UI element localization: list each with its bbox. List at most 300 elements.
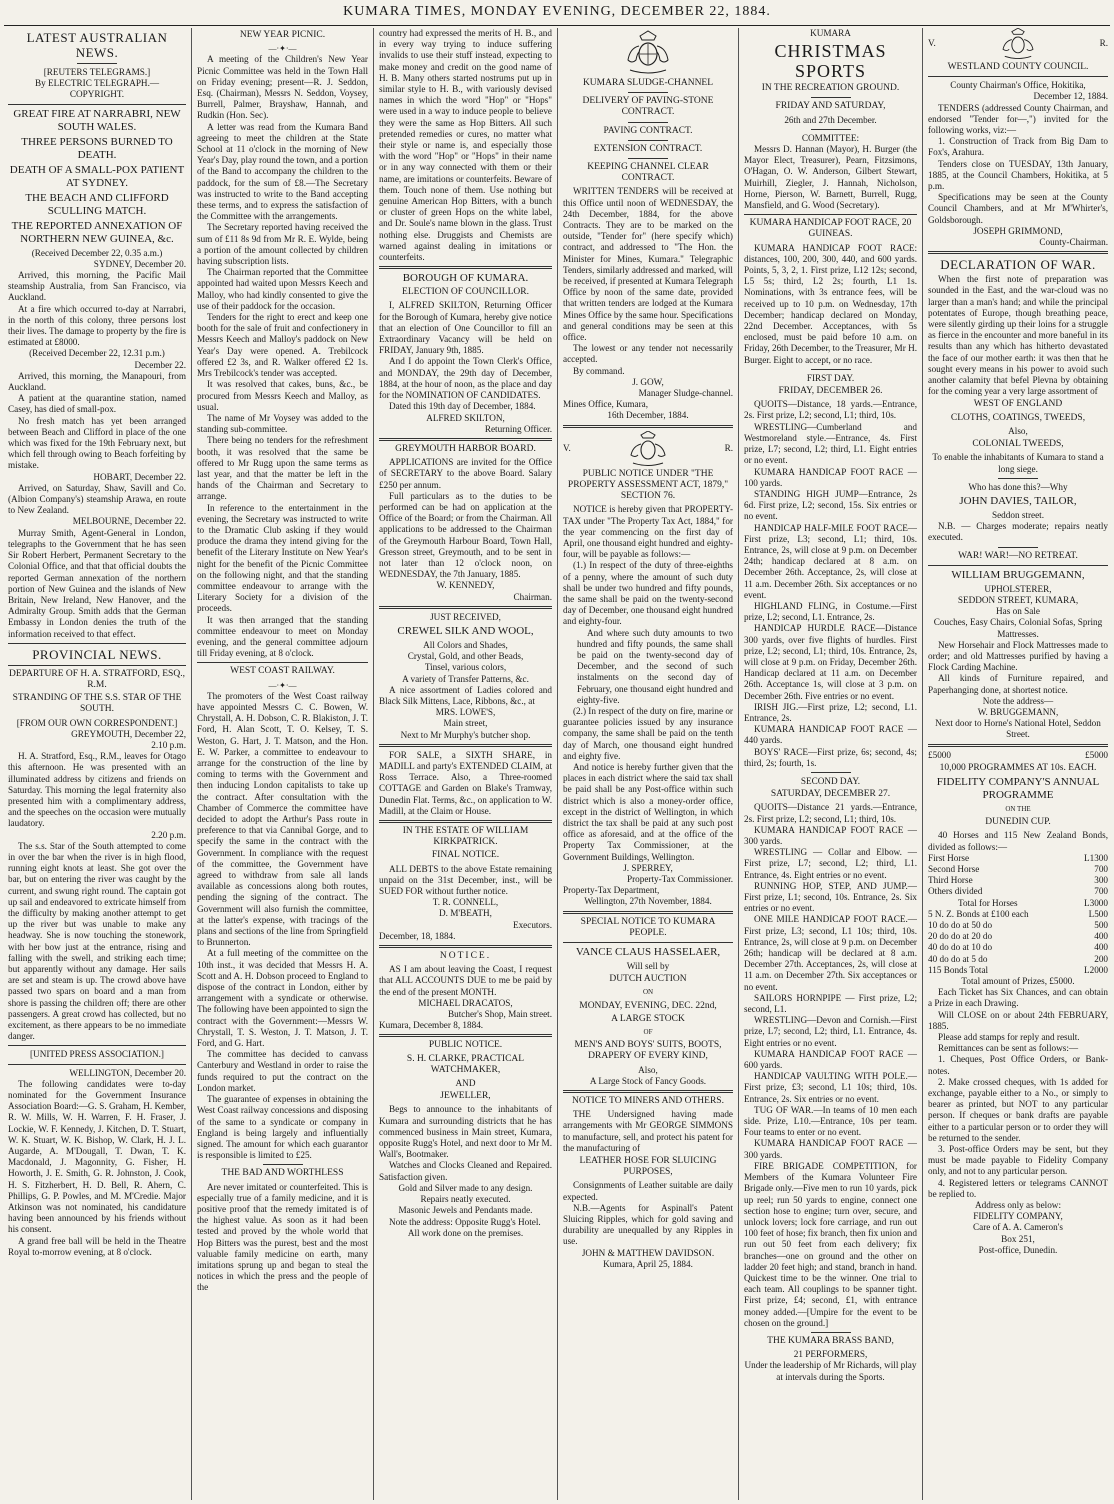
rule: [811, 772, 851, 773]
ad-line: All work done on the premises.: [407, 1227, 524, 1238]
paragraph: At a fire which occurred to-day at Narrabri, in the north of this colony, three persons lost their lives. The damage to property by the fire is estimated at £8000.: [8, 303, 186, 348]
ad-heading: SPECIAL NOTICE TO KUMARA PEOPLE.: [580, 916, 716, 938]
dateline: 2.10 p.m.: [151, 739, 186, 750]
rule: [77, 63, 117, 64]
paragraph: Begs to announce to the inhabitants of Kumara and surrounding districts that he has commenced business in Main street, Kumara, opposite Rugg's Hotel, and next door to Mr M. Wall's, Bootmaker.: [379, 1104, 552, 1160]
paragraph: Remittances can be sent as follows:—: [938, 1043, 1079, 1054]
received-note: (Received December 22, 12.31 p.m.): [29, 348, 165, 359]
paragraph: (1.) In respect of the duty of three-eighths of a penny, where the amount of such duty shall be under two hundred and fifty pounds, the same shall be paid on the twenty-second day of December, one thousand eight hundred and eighty-four.: [563, 560, 733, 627]
paragraph: 3. Post-office Orders may be sent, but they must be made payable to Fidelity Company only, and not to any particular person.: [928, 1144, 1108, 1177]
rule: [8, 1064, 186, 1065]
paragraph: H. A. Stratford, Esq., R.M., leaves for Otago this afternoon. He was presented with an illuminated address by citizens and friends on Saturday. This morning the legal fraternity also presented him with a complimentary address, and the speeches on the occasion were mutually laudatory.: [8, 751, 186, 829]
ornament: —·✦·—: [268, 680, 297, 690]
paragraph: ALL DEBTS to the above Estate remaining unpaid on the 31st December, inst., will be SUED FOR without further notice.: [379, 863, 552, 897]
event-item: STANDING HIGH JUMP—Entrance, 2s 6d. First prize, L2; second, 15s. Six entries or no event.: [744, 488, 917, 522]
paragraph: The following candidates were to-day nominated for the Government Insurance Association Board:—G. S. Graham, H. Kember, R. W. Mills, W. H. Warren, F. H. Fraser, J. Lockie, W. F. Kennedy, J. Kitchen, D. T. Stuart, W. K. Stuart, W. K. Bishop, W. Clark, H. J. L. Augarde, A. M'Dougall, T. Dwan, T. K. Macdonald, J. Magonnity, G. Fisher, H. Howorth, J. E. Smith, G. R. Johnston, J. Cook, H. S. Fitzherbert, H. D. Bell, R. Ahern, C. Phillips, G. P. Powles, and M. M'Credie. Major Atkinson was not nominated, his candidature having been announced by his friends without his consent.: [8, 1078, 186, 1235]
ad-heading: JEWELLER,: [440, 1091, 491, 1102]
paragraph: All kinds of Furniture repaired, and Paperhanging done, at shortest notice.: [928, 673, 1108, 695]
list-item: [928, 886, 1108, 897]
dateline: MELBOURNE, December 22.: [72, 516, 186, 527]
rule: [563, 1090, 733, 1093]
ad-line: UPHOLSTERER,: [984, 583, 1052, 594]
event-item: HANDICAP VAULTING WITH POLE.—First prize, £3; second, L1 10s; third, 10s. Entrance, 2s. Six entries or no event.: [744, 1071, 917, 1104]
ad-line: Repairs neatly executed.: [420, 1194, 511, 1205]
rule: [563, 425, 733, 428]
rule: [379, 1034, 552, 1037]
prize-value: 700: [1094, 886, 1108, 897]
rule: [263, 1164, 303, 1165]
dateline: HOBART, December 22.: [93, 471, 186, 482]
ad-line: Next door to Horne's National Hotel, Seddon Street.: [935, 718, 1101, 740]
paragraph: Please add stamps for reply and result.: [938, 1032, 1080, 1043]
rule: [928, 565, 1108, 566]
paragraph: In reference to the entertainment in the evening, the Secretary was instructed to write to the Dramatic Club asking if they would produce the drama they intend giving for the benefit of the Literary Institute on New Year's night for the benefit of the Picnic Committee on the following night, and that the standing committee endeavour to arrange with the Literary Society for a division of the proceeds.: [197, 502, 368, 614]
ad-subheading: IN THE RECREATION GROUND.: [761, 83, 900, 94]
paragraph: There being no tenders for the refreshment booth, it was resolved that the same be offered to Mr Rugg upon the same terms as last year, and that the matter be left in the hands of the Chairman and Secretary to arrange.: [197, 435, 368, 502]
received-note: (Received December 22, 0.35 a.m.): [31, 247, 163, 258]
total-label: 115 Bonds Total: [928, 964, 989, 975]
paragraph: Full particulars as to the duties to be performed can be had on application at the Office of the Board; or from the Chairman. All applications to be addressed to the Chairman of the Greymouth Harbour Board, Town Hall, Gresson street, Greymouth, and to be sent in not later than 12 o'clock noon, on WEDNESDAY, the 7th January, 1885.: [379, 490, 552, 580]
paragraph: 40 Horses and 115 New Zealand Bonds, divided as follows:—: [928, 830, 1108, 852]
ad-heading: IN THE ESTATE OF WILLIAM KIRKPATRICK.: [402, 826, 529, 848]
paragraph: Consignments of Leather suitable are daily expected.: [563, 1180, 733, 1202]
paragraph: Murray Smith, Agent-General in London, telegraphs to the Government that he has seen Sir Robert Herbert, Permanent Secretary to the Colonial Office, and that that official doubts the reported German annexation of the northern portion of New Guinea and the islands of New Britain, New Ireland, New Hanover, and the Admiralty Group. Smith adds that the German Embassy in London denies the truth of the information received to that effect.: [8, 527, 186, 639]
christmas-sports-title: CHRISTMAS SPORTS: [774, 41, 887, 82]
ad-line: OF: [643, 1028, 653, 1037]
ad-subheading: ELECTION OF COUNCILLOR.: [402, 287, 529, 298]
list-item: [928, 853, 1108, 864]
ad-line: A variety of Transfer Patterns, &c.: [402, 673, 529, 684]
ad-line: Kumara, December 8, 1884.: [379, 1020, 484, 1031]
dateline: SYDNEY, December 20.: [93, 258, 186, 269]
rule: [628, 122, 668, 123]
signature: MICHAEL DRACATOS,: [418, 997, 513, 1008]
paragraph: country had expressed the merits of H. B., and in every way trying to induce suffering invalids to use their stuff instead, expecting to make money and credit on the good name of H. B. Many others started nostrums put up in similar style to H. B., with variously devised names in which the word "Hop" or "Hops" were used in a way to induce people to believe they were the same as Hop Bitters. All such pretended remedies or cures, no matter what their style or name is, and especially those with the word "Hop" or "Hops" in their name or in any way connected with them or their name, are imitations or counterfeits. Beware of them. Touch none of them. Use nothing but genuine American Hop Bitters, with a bunch or cluster of green Hops on the white label, and Dr. Soule's name blown in the glass. Trust nothing else. Druggists and Chemists are warned against dealing in imitations or counterfeits.: [379, 28, 552, 263]
ad-line: Has on Sale: [996, 606, 1040, 617]
ad-line: Wellington, 27th November, 1884.: [584, 896, 712, 907]
signature: ALFRED SKILTON,: [426, 412, 505, 423]
event-item: HANDICAP HURDLE RACE—Distance 300 yards, over five flights of hurdles. First prize, L2; second, L1; third, 10s. Entrance, 2s, will close at 9 p.m. on Friday, December 26th. Handicap declared at 11 a.m. on December 26th. Acceptance 1s, will close at 3 p.m. on December 26th. Five entries or no event.: [744, 623, 917, 701]
paragraph: 1. Cheques, Post Office Orders, or Bank-notes.: [928, 1054, 1108, 1076]
crest-row: [928, 28, 1108, 60]
dateline: December 22.: [134, 359, 186, 370]
royal-crest-icon: [996, 28, 1040, 60]
ad-heading: DUTCH AUCTION: [609, 974, 687, 985]
paragraph: N.B. — Charges moderate; repairs neatly executed.: [928, 521, 1108, 543]
day-heading: FIRST DAY.: [806, 372, 855, 383]
signature: J. GOW,: [632, 376, 664, 387]
ad-line: Also,: [638, 1064, 658, 1075]
rule: [998, 478, 1038, 479]
paragraph: The promoters of the West Coast railway have appointed Messrs C. C. Bowen, W. Chrystall, A. H. Dobson, C. R. Blakiston, J. T. Ford, H. Alan Scott, T. O. Kelsey, T. S. Weston, G. Hart, J. T. Matson, and the Hon. E. W. Parker, a committee to endeavour to arrange for the construction of the line by coming to terms with the Government and then inducing London capitalists to take up the contract. After consultation with the Chamber of Commerce the committee have decided to adopt the Arthur's Pass route in preference to that via Cannibal Gorge, and to specify the same in the contract with the Government. In compliance with the request of the committee, the Government have agreed to withdraw from sale all lands available as concessions along both routes, pending the signing of the contract. The Government will also furnish the committee, at the latter's expense, with tracings of the plans and sections of the line from Springfield to Brunnerton.: [197, 690, 368, 948]
ad-line: A Large Stock of Fancy Goods.: [589, 1075, 707, 1086]
paragraph: The lowest or any tender not necessarily accepted.: [563, 343, 733, 365]
event-item: WRESTLING — Collar and Elbow. — First prize, L7; second, L2; third, L1. Entrance, 4s. Eight entries or no event.: [744, 847, 917, 880]
list-item: [928, 909, 1108, 920]
event-item: KUMARA HANDICAP FOOT RACE — 100 yards.: [744, 466, 917, 488]
paragraph: WRITTEN TENDERS will be received at this Office until noon of WEDNESDAY, the 24th December, 1884, for the above Contracts. They are to be marked on the outside, "Tender for" (here specify which) contract, and addressed to "The Hon. the Minister for Mines, Kumara." Telegraphic Tenders, similarly addressed and marked, will be received, if presented at Kumara Telegraph Office by noon of the same date, provided that written tenders are lodged at the Kumara Mines Office by the same hour. Specifications and general conditions may be seen at this office.: [563, 186, 733, 343]
paragraph: A nice assortment of Ladies colored and Black Silk Mittens, Lace, Ribbons, &c., at: [379, 684, 552, 706]
ad-line: Under the leadership of Mr Richards, will play at intervals during the Sports.: [744, 1360, 917, 1382]
bond-label: 40 do do at 5 do: [928, 953, 988, 964]
paragraph: A letter was read from the Kumara Band agreeing to meet the children at the State School at 11 o'clock in the morning of New Year's Day, play round the town, and a portion of the Band to accompany the children to the paddock, for the sum of £8.—The Secretary was instructed to write to the Band accepting these terms, and to express the satisfaction of the Committee with the arrangements.: [197, 121, 368, 222]
event-item: WRESTLING—Cumberland and Westmoreland style.—Entrance, 4s. First prize, L7; second, L2; third, L1. Eight entries or no event.: [744, 421, 917, 466]
rule: [928, 76, 1108, 77]
bond-prize-list: [928, 909, 1108, 965]
masthead: KUMARA TIMES, MONDAY EVENING, DECEMBER 22, 1884.: [343, 4, 771, 19]
horse-prize-list: [928, 853, 1108, 898]
event-item: BOYS' RACE—First prize, 6s; second, 4s; third, 2s; fourth, 1s.: [744, 746, 917, 768]
correspondent-label: [FROM OUR OWN CORRESPONDENT.]: [16, 717, 178, 728]
total-label: Total for Horses: [958, 897, 1018, 908]
ad-subheading: FINAL NOTICE.: [431, 850, 500, 861]
ad-heading: WAR! WAR!—NO RETREAT.: [958, 550, 1078, 561]
bond-value: 500: [1094, 920, 1108, 930]
column-rule: [922, 28, 923, 1500]
bond-value: L500: [1088, 908, 1108, 919]
prize-banner: [928, 750, 1108, 761]
paragraph: AS I am about leaving the Coast, I request that ALL ACCOUNTS DUE to me be paid by the end of the present MONTH.: [379, 964, 552, 997]
paragraph: The Secretary reported having received the sum of £11 8s 9d from Mr R. E. Wylde, being a portion of the amount collected by children having subscription lists.: [197, 222, 368, 267]
paragraph: FOR SALE, a SIXTH SHARE, in MADILL and party's EXTENDED CLAIM, at Ross Terrace. Also, a Three-roomed COTTAGE and Garden on Blake's Tramway, Dunedin Flat. Terms, &c., on application to W. Madill, at the Claim or House.: [379, 749, 552, 816]
total-row: [928, 965, 1108, 976]
rule: [379, 744, 552, 747]
ad-heading: MEN'S AND BOYS' SUITS, BOOTS, DRAPERY OF EVERY KIND,: [574, 1040, 722, 1062]
ad-line: Gold and Silver made to any design.: [398, 1182, 533, 1193]
rule: [628, 158, 668, 159]
ad-heading: FIDELITY COMPANY'S ANNUAL PROGRAMME: [936, 775, 1100, 801]
signature: J. SPERREY,: [623, 862, 673, 873]
paragraph: Watches and Clocks Cleaned and Repaired. Satisfaction given.: [379, 1160, 552, 1182]
headline: WEST COAST RAILWAY.: [230, 666, 335, 677]
ad-line: Mines Office, Kumara,: [563, 399, 649, 410]
rule: [744, 214, 917, 215]
paragraph: N.B.—Agents for Aspinall's Patent Sluicing Ripples, which for gold saving and durability are unequalled by any Ripples in use.: [563, 1202, 733, 1247]
ad-heading: WEST OF ENGLAND: [973, 399, 1063, 410]
signature: JOHN & MATTHEW DAVIDSON.: [581, 1247, 715, 1258]
bond-label: 5 N. Z. Bonds at £100 each: [928, 908, 1029, 919]
event-item: FIRE BRIGADE COMPETITION, for Members of the Kumara Volunteer Fire Brigade only.—Five men to run 10 yards, pick up reel; run 50 yards to engine, connect one section hose to engine; turn over, secure, and unlock lovers; lock fore carriage, and run out 100 feet of hose; fix branch, then fix union and run out 50 feet from each delivery; fix branches—one on ground and the other on ladder 20 feet high; and stand, branch in hand. Quickest time to be the winner. One trial to each team. All couplings to be spanner tight. First prize, £4; second, £1, with entrance money added.—[Umpire for the event to be chosen on the ground.]: [744, 1160, 917, 1328]
ad-line: Crystal, Gold, and other Beads,: [407, 651, 524, 662]
event-item: WRESTLING—Devon and Cornish.—First prize, L7; second, L2; third, L1. Entrance, 4s. Eight entries or no event.: [744, 1015, 917, 1048]
ad-heading: PUBLIC NOTICE.: [428, 1040, 503, 1051]
event-item: TUG OF WAR.—In teams of 10 men each side. Prize, L10.—Entrance, 10s per team. Four teams to enter or no event.: [744, 1104, 917, 1138]
bond-value: 400: [1094, 931, 1108, 942]
signature-title: Executors.: [512, 919, 552, 930]
ad-line: December 12, 1884.: [1033, 91, 1108, 102]
ad-heading: CREWEL SILK AND WOOL,: [397, 624, 534, 637]
prize-label: Second Horse: [928, 863, 980, 874]
list-item: [928, 931, 1108, 942]
correspondent-label: [UNITED PRESS ASSOCIATION.]: [30, 1049, 164, 1060]
rule: [8, 104, 186, 105]
paragraph: Will CLOSE on or about 24th FEBRUARY, 1885.: [928, 1009, 1108, 1031]
day-heading: SATURDAY, DECEMBER 27.: [770, 789, 891, 800]
paragraph: Arrived, on Saturday, Shaw, Savill and Co. (Albion Company's) steamship Arawa, en route to New Zealand.: [8, 482, 186, 516]
ad-line: Seddon street.: [991, 509, 1045, 520]
paragraph: NOTICE is hereby given that PROPERTY-TAX under "The Property Tax Act, 1884," for the year commencing on the first day of April, one thousand eight hundred and eighty-four, will be payable as follows:—: [563, 504, 733, 560]
ad-line: Total amount of Prizes, £5000.: [961, 976, 1075, 987]
ad-line: 16th December, 1884.: [607, 410, 689, 421]
rule: [563, 942, 733, 943]
bond-label: 10 do do at 50 do: [928, 920, 993, 930]
paragraph: Specifications may be seen at the County Council Chambers, and at Mr M'Whirter's, Goldsborough.: [928, 192, 1108, 225]
list-item: [928, 864, 1108, 875]
prize-label: Third Horse: [928, 875, 973, 886]
headline: GREAT FIRE AT NARRABRI, NEW SOUTH WALES.: [13, 107, 181, 133]
ad-heading: NOTICE.: [439, 951, 492, 962]
ad-line: Note the address—: [982, 695, 1054, 706]
prize-label: First Horse: [928, 852, 970, 863]
prize-value: 700: [1094, 863, 1108, 874]
ad-name: MRS. LOWE'S,: [435, 707, 496, 718]
paragraph: The guarantee of expenses in obtaining the West Coast railway concessions and disposing of the same to a syndicate or company in England is being largely and influentially signed. The amount for which each guarantor is responsible is limited to £25.: [197, 1094, 368, 1161]
paragraph: THE Undersigned having made arrangements with Mr GEORGE SIMMONS to manufacture, sell, and protect his patent for the manufacturing of: [563, 1109, 733, 1153]
rule: [379, 820, 552, 823]
section-heading: PROVINCIAL NEWS.: [32, 646, 162, 662]
paragraph: Each Ticket has Six Chances, and can obtain a Prize in each Drawing.: [928, 987, 1108, 1009]
ad-line: Butcher's Shop, Main street.: [448, 1009, 552, 1020]
dateline: GREYMOUTH, December 22,: [71, 728, 186, 739]
ad-line: ON: [642, 988, 654, 997]
signature: W. KENNEDY,: [436, 580, 495, 591]
rule: [628, 92, 668, 93]
column-rule: [191, 28, 192, 1500]
paragraph: Messrs D. Hannan (Mayor), H. Burger (the Mayor Elect, Treasurer), Pearn, Fitzsimons, O'Hagan, O. W. Anderson, Gilbert Stewart, Muirhill, Ziegler, J. Hannah, Nicholson, Horne, Pierson, W. Barnett, Burrell, Rugg, Mansfield, and G. Wood (Secretary).: [744, 144, 917, 211]
prize-value: L1300: [1084, 852, 1108, 863]
ad-line: Address only as below:: [975, 1200, 1061, 1211]
paragraph: New Horsehair and Flock Mattresses made to order; and old Mattresses purified by having a Flock Carding Machine.: [928, 639, 1108, 673]
paragraph: And where such duty amounts to two hundred and fifty pounds, the same shall be paid on the twenty-second day of December, and the second of such instalments on the second day of February, one thousand eight hundred and eighty-five.: [577, 627, 733, 705]
signature-title: Manager Sludge-channel.: [638, 388, 733, 399]
ad-heading: THE KUMARA BRASS BAND,: [767, 1335, 894, 1346]
paragraph: Tenders for the right to erect and keep one booth for the sale of fruit and confectionery in Messrs Keech and Malloy's paddock on New Year's Day were opened. A. Trebilcock offered £2 3s, and R. Walker offered £2 1s. Mrs Trebilcock's tender was accepted.: [197, 312, 368, 379]
ad-line: ON THE: [1005, 804, 1031, 813]
ad-line: COMMITTEE:: [801, 132, 860, 143]
ad-line: Property-Tax Department,: [563, 885, 660, 896]
reuters-label: [REUTERS TELEGRAMS.]: [43, 67, 151, 77]
bond-label: 40 do do at 10 do: [928, 942, 993, 953]
royal-crest-icon: [618, 30, 678, 76]
headline: THE BEACH AND CLIFFORD SCULLING MATCH.: [25, 191, 169, 217]
list-item: [928, 920, 1108, 931]
ad-heading: BOROUGH OF KUMARA.: [402, 272, 529, 285]
ad-line: To enable the inhabitants of Kumara to stand a long siege.: [932, 452, 1104, 474]
paragraph: 1. Construction of Track from Big Dam to Fox's, Arahura.: [928, 136, 1108, 158]
ad-subheading: FRIDAY AND SATURDAY,: [775, 101, 886, 112]
paragraph: The s.s. Star of the South attempted to come in over the bar when the river is in high flood, running eight knots at least. She got over the bar, but on entering the river was caught by the current, and swung right round. The captain got up sail and endeavored to extricate himself from the difficulty by making another attempt to get up the river but was unable to make any headway. She is now touching the stonework, with her bow just at the entrance, rising and falling with the swell, and striking each time; but apparently without any damage. Her sails are set and steam is up. The crowd above have passed two spars on board and a man from shore is passing the children off; there are other passengers. A great crowd has collected, but no excitement, as there appears to be no immediate danger.: [8, 840, 186, 1042]
signature: D. M'BEATH,: [439, 908, 492, 919]
list-item: [928, 954, 1108, 965]
ad-line: 26th and 27th December.: [784, 114, 877, 125]
paragraph: KUMARA HANDICAP FOOT RACE: distances, 100, 200, 300, 440, and 600 yards. Points, 5, 3, 2, 1. First prize, L12 12s; second, L5 5s; third, L2 2s; fourth, L1 1s. Nominations, with 3s entrance fees, will be received up to 10 p.m. on Wednesday, 17th December; handicap declared on Monday, 22nd December. Acceptances, with 5s enclosed, must be paid before 10 a.m. on Friday, 26th December, to the Treasurer, Mr H. Burger. Eight to accept, or no race.: [744, 242, 917, 365]
r-letter: R.: [1099, 38, 1108, 49]
ad-subheading: PAVING CONTRACT.: [603, 125, 693, 136]
rule: [998, 547, 1038, 548]
prize-amount: £5000: [928, 749, 951, 760]
total-value: L3000: [1084, 897, 1108, 908]
ad-line: Tinsel, various colors,: [424, 662, 507, 673]
ad-line: KUMARA: [810, 28, 851, 38]
headline: DEATH OF A SMALL-POX PATIENT AT SYDNEY.: [9, 163, 185, 189]
event-item: QUOITS—Distance 21 yards.—Entrance, 2s. First prize, L2; second, L1; third, 10s.: [744, 802, 917, 824]
paragraph: (2.) In respect of the duty on fire, marine or guarantee policies issued by any insurance company, the same shall be paid on the tenth day of March, one thousand eight hundred and eighty five.: [563, 705, 733, 761]
ad-heading: DUNEDIN CUP.: [985, 817, 1051, 828]
signature: JOSEPH GRIMMOND,: [973, 225, 1063, 236]
paragraph: By command.: [573, 365, 625, 376]
paragraph: No fresh match has yet been arranged between Beach and Clifford in place of the one which was fixed for the 19th February next, but which fell through owing to Beach forfeiting by mistake.: [8, 415, 186, 471]
ad-line: AND: [455, 1078, 476, 1089]
headline: NEW YEAR PICNIC.: [239, 30, 326, 40]
paragraph: TENDERS (addressed County Chairman, and endorsed "Tender for—,") invited for the following works, viz:—: [928, 102, 1108, 136]
column-4: [563, 28, 733, 1500]
paragraph: APPLICATIONS are invited for the Office of SECRETARY to the above Board. Salary £250 per annum.: [379, 457, 552, 490]
column-5: [744, 28, 917, 1500]
ad-subheading: EXTENSION CONTRACT.: [593, 143, 703, 154]
total-row: [928, 898, 1108, 909]
rule: [811, 129, 851, 130]
rule: [379, 945, 552, 948]
rule: [8, 665, 186, 666]
r-letter: R.: [724, 443, 733, 454]
total-value: L2000: [1084, 964, 1108, 975]
signature-title: Returning Officer.: [484, 423, 552, 434]
ad-line: Masonic Jewels and Pendants made.: [398, 1205, 533, 1216]
ad-heading: A LARGE STOCK: [611, 1013, 685, 1024]
ad-line: County Chairman's Office, Hokitika,: [950, 80, 1086, 91]
rule: [811, 97, 851, 98]
column-rule: [373, 28, 374, 1500]
event-item: KUMARA HANDICAP FOOT RACE — 300 yards.: [744, 1138, 917, 1160]
signature-title: Property-Tax Commissioner.: [626, 874, 733, 884]
rule: [379, 438, 552, 441]
day-heading: SECOND DAY.: [800, 775, 861, 786]
ad-line: Care of A. A. Cameron's: [973, 1222, 1063, 1233]
ad-line: Post-office, Dunedin.: [978, 1244, 1058, 1255]
paragraph: And I do appoint the Town Clerk's Office, and MONDAY, the 29th day of December, 1884, at the hour of noon, as the place and day for the NOMINATION OF CANDIDATES.: [379, 356, 552, 401]
ad-heading: NOTICE TO MINERS AND OTHERS.: [572, 1096, 724, 1107]
event-item: HIGHLAND FLING, in Costume.—First prize, L2; second, L1. Entrance, 2s.: [744, 600, 917, 623]
paragraph: 4. Registered letters or telegrams CANNOT be replied to.: [928, 1177, 1108, 1199]
headline: THE BAD AND WORTHLESS: [221, 1168, 344, 1179]
crest-row: [563, 431, 733, 467]
prize-label: Others divided: [928, 886, 983, 897]
ad-heading: CLOTHS, COATINGS, TWEEDS,: [950, 412, 1086, 423]
paragraph: A grand free ball will be held in the Theatre Royal to-morrow evening, at 8 o'clock.: [8, 1235, 186, 1257]
rule: [811, 1332, 851, 1333]
event-item: KUMARA HANDICAP FOOT RACE — 300 yards.: [744, 824, 917, 846]
list-item: [928, 875, 1108, 886]
ad-name: W. BRUGGEMANN,: [977, 706, 1059, 717]
ad-heading: DECLARATION OF WAR.: [940, 257, 1096, 273]
event-item: ONE MILE HANDICAP FOOT RACE.—First prize, L3; second, L1 10s; third, 10s. Entrance, 2s, will close at 9 p.m. on December 26th; handicap will be declared at 8 a.m. December 27th. Acceptances, 2s, will close at 11 a.m. on December 27th. Six acceptances or no event.: [744, 914, 917, 992]
ad-subheading: DELIVERY OF PAVING-STONE CONTRACT.: [582, 96, 714, 118]
rule: [379, 266, 552, 269]
latest-heading: LATEST AUSTRALIAN NEWS.: [26, 30, 168, 60]
paragraph: The committee has decided to canvass Canterbury and Westland in order to raise the funds required to put the contract on the London market.: [197, 1049, 368, 1093]
ad-name: JOHN DAVIES, TAILOR,: [959, 494, 1077, 507]
signature: T. R. CONNELL,: [432, 897, 499, 908]
bond-value: 400: [1094, 942, 1108, 953]
rule: [628, 140, 668, 141]
column-rule: [738, 28, 739, 1500]
ad-name: WILLIAM BRUGGEMANN,: [951, 568, 1085, 581]
paragraph: The name of Mr Voysey was added to the standing sub-committee.: [197, 412, 368, 435]
paragraph: It was then arranged that the standing committee endeavour to meet on Monday evening, and the general committee adjourn till Friday evening, at 8 o'clock.: [197, 614, 368, 659]
headline: THE REPORTED ANNEXATION OF NORTHERN NEW GUINEA, &c.: [11, 219, 183, 245]
event-item: SAILORS HORNPIPE — First prize, L2; second, L1.: [744, 992, 917, 1015]
day-heading: FRIDAY, DECEMBER 26.: [778, 386, 883, 397]
paragraph: A patient at the quarantine station, named Casey, has died of small-pox.: [8, 393, 186, 415]
top-rule: [4, 25, 1110, 26]
ornament: —·✦·—: [268, 44, 297, 54]
ad-heading: KUMARA HANDICAP FOOT RACE, 20 GUINEAS.: [749, 218, 912, 240]
prize-amount: £5000: [1085, 749, 1108, 760]
column-1: [8, 28, 186, 1500]
royal-crest-icon: [623, 431, 673, 467]
ad-heading: LEATHER HOSE FOR SLUICING PURPOSES,: [579, 1156, 717, 1178]
event-item: QUOITS—Distance, 18 yards.—Entrance, 2s. First prize, L2; second, L1; third, 10s.: [744, 399, 917, 421]
paragraph: Tenders close on TUESDAY, 13th January, 1885, at the Council Chambers, Hokitika, at 5 p.m.: [928, 158, 1108, 192]
paragraph: And notice is hereby further given that the places in each district where the said tax shall be paid shall be any Post-office within such district which is also a money-order office, except in the district of Wellington, in which district the tax shall be paid at any such post office as aforesaid, and at the office of the Property Tax Commissioner, at the Government Buildings, Wellington.: [563, 761, 733, 862]
v-letter: V.: [928, 38, 936, 49]
ad-line: 21 PERFORMERS,: [793, 1349, 868, 1360]
ad-line: All Colors and Shades,: [423, 639, 508, 650]
list-item: [928, 942, 1108, 953]
paragraph: Arrived, this morning, the Pacific Mail steamship Australia, from San Francisco, via Auckland.: [8, 270, 186, 303]
ad-line: Also,: [1008, 425, 1028, 436]
paragraph: Arrived, this morning, the Manapouri, from Auckland.: [8, 370, 186, 393]
signature-title: County-Chairman.: [1039, 237, 1108, 248]
headline: DEPARTURE OF H. A. STRATFORD, ESQ., R.M.: [9, 668, 185, 690]
event-item: KUMARA HANDICAP FOOT RACE — 600 yards.: [744, 1048, 917, 1071]
ad-line: December, 18, 1884.: [379, 930, 456, 941]
column-2: [197, 28, 368, 1500]
ad-heading: WESTLAND COUNTY COUNCIL.: [947, 62, 1089, 72]
headline: THREE PERSONS BURNED TO DEATH.: [21, 135, 173, 161]
ad-line: Next to Mr Murphy's butcher shop.: [400, 729, 531, 740]
rule: [928, 744, 1108, 747]
rule: [197, 662, 368, 663]
ad-line: Will sell by: [626, 961, 670, 972]
ad-name: FIDELITY COMPANY,: [973, 1211, 1063, 1222]
paragraph: Are never imitated or counterfeited. This is especially true of a family medicine, and it is positive proof that the remedy imitated is of the highest value. As soon as it had been tested and proved by the whole world that Hop Bitters was the purest, best and the most valuable family medicine on earth, many imitations sprung up and began to steal the notices in which the press and the people of the: [197, 1181, 368, 1293]
paragraph: When the first note of preparation was sounded in the East, and the war-cloud was no larger than a man's hand; and while the principal potentates of Europe, though breathing peace, were silently girding up their loins for a struggle as fierce in the encounter and more baneful in its results than any which has hitherto devastated the face of our mother earth: it was then that he sought every means in his power to avoid such another calamity that befel Plevna by obtaining for the coming year a very large assortment of: [928, 274, 1108, 397]
ad-heading: KUMARA SLUDGE-CHANNEL: [582, 78, 714, 88]
paragraph: Note the address: Opposite Rugg's Hotel.: [389, 1216, 541, 1227]
ad-line: Box 251,: [1001, 1233, 1035, 1244]
ad-heading: MONDAY, EVENING, DEC. 22nd,: [579, 1000, 717, 1011]
ad-name: VANCE CLAUS HASSELAER,: [575, 946, 721, 959]
column-6: [928, 28, 1108, 1500]
dateline: 2.20 p.m.: [151, 829, 186, 840]
ad-line: JUST RECEIVED,: [430, 611, 501, 622]
rule: [8, 643, 186, 644]
paragraph: It was resolved that cakes, buns, &c., be procured from Messrs Keech and Malloy, as usual.: [197, 379, 368, 412]
rule: [563, 911, 733, 914]
paragraph: I, ALFRED SKILTON, Returning Officer for the Borough of Kumara, hereby give notice that an election of One Councillor to fill an Extraordinary Vacancy will be held on FRIDAY, January 9th, 1885.: [379, 300, 552, 356]
ad-line: SEDDON STREET, KUMARA,: [957, 594, 1079, 605]
electric-label: By ELECTRIC TELEGRAPH.—COPYRIGHT.: [34, 78, 160, 100]
ad-line: Main street,: [443, 718, 488, 729]
rule: [8, 1045, 186, 1046]
ad-heading: S. H. CLARKE, PRACTICAL WATCHMAKER,: [406, 1053, 525, 1075]
event-item: HANDICAP HALF-MILE FOOT RACE—First prize, L3; second, L1; third, 10s. Entrance, 2s, will close at 9 p.m. on December 24th; handicap declared at 8 a.m. on December 26th. Acceptance, 2s, will close at 11 a.m. December 26th. Six acceptances or no event.: [744, 522, 917, 600]
bond-label: 20 do do at 20 do: [928, 931, 993, 942]
rule: [379, 606, 552, 609]
ad-line: Kumara, April 25, 1884.: [603, 1258, 693, 1269]
dateline: WELLINGTON, December 20.: [69, 1067, 186, 1078]
